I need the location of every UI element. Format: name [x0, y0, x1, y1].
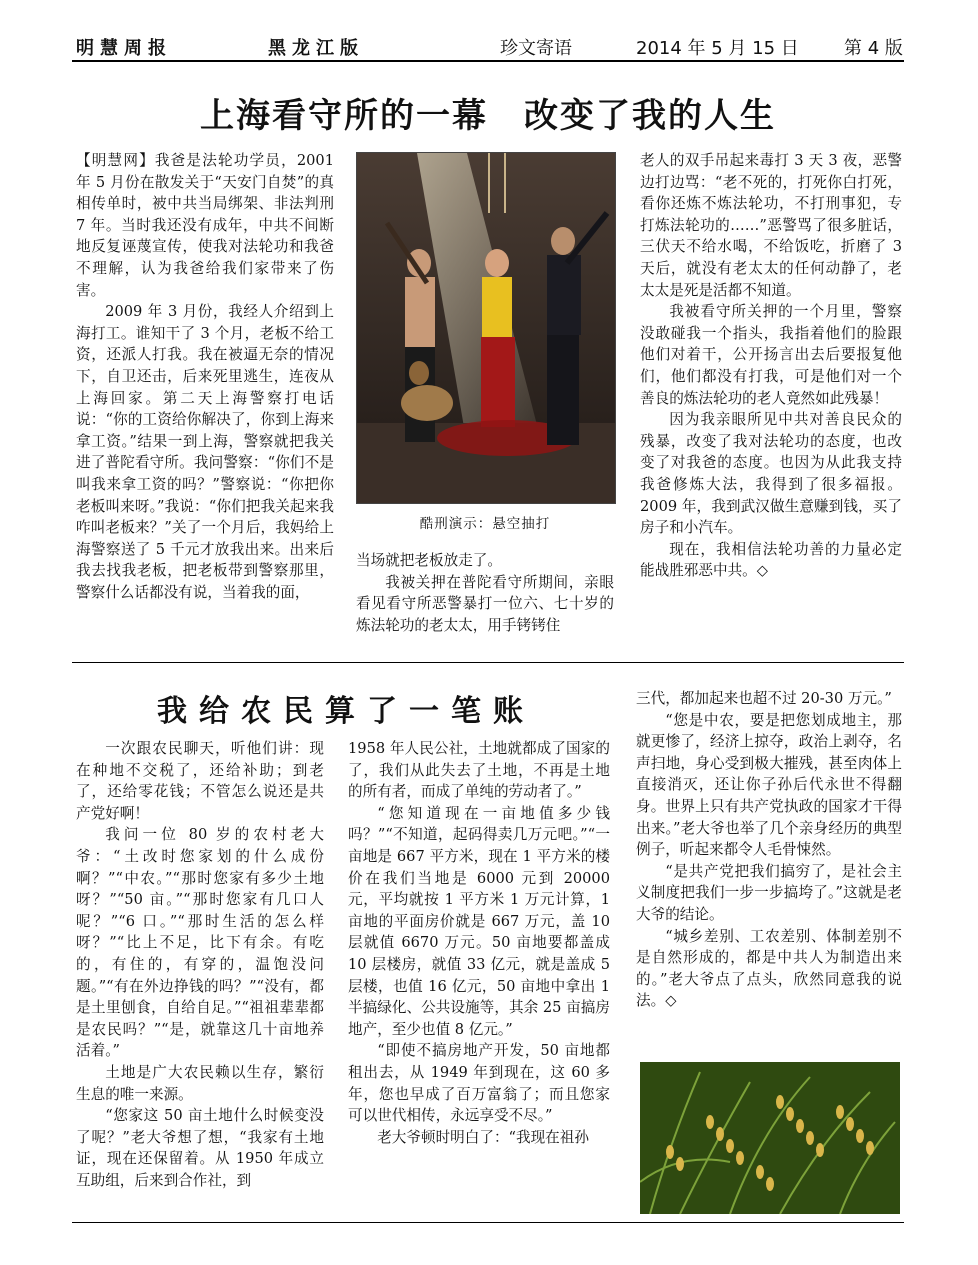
paragraph: 我被关押在普陀看守所期间，亲眼看见看守所恶警暴打一位六、七十岁的炼法轮功的老太太，用手铐铐住: [356, 573, 614, 634]
edition-name: 黑龙江版: [268, 38, 364, 59]
article1-column-3: [640, 150, 902, 582]
publication-name: 明慧周报: [76, 38, 172, 59]
paragraph: 老大爷顿时明白了：“我现在祖孙: [377, 1128, 589, 1146]
paragraph: 2009 年 3 月份，我经人介绍到上海打工。谁知干了 3 个月，老板不给工资，还派人打我。我在被逼无奈的情况下，自卫还击，后来死里逃生，连夜从上海回家。第二天上海警察打电话说：“你的工资给你解决了，你到上海来拿工资。”结果一到上海，警察就把我关进了普陀看守所。我问警察：“你们不是叫我来拿工资的吗？”警察说：“你把你老板叫来呀。”我说：“你们把我关起来我咋叫老板来？”关了一个月后，我妈给上海警察送了 5 千元才放我出来。出来后我去找我老板，把老板带到警察那里，警察什么话都没有说，当着我的面，: [76, 303, 334, 601]
paragraph: “您知道现在一亩地值多少钱吗？”“不知道，起码得卖几万元吧。”“一亩地是 667 平方米，现在 1 平方米的楼价在我们当地是 6000 元到 20000 元，平均就按 1 平方米 1 万元计算，1 亩地的平面房价就是 667 万元，盖 10 层就值 6670 万元。50 亩地要都盖成 10 层楼房，就值 33 亿元，就是盖成 5 层楼，也值 16 亿元，50 亩地中拿出 1 半搞绿化、公共设施等，其余 25 亩搞房地产，至少也值 8 亿元。”: [348, 804, 610, 1038]
issue-date: 2014 年 5 月 15 日: [636, 38, 799, 59]
image-caption: 酷刑演示：悬空抽打: [419, 516, 551, 532]
paragraph: 因为我亲眼所见中共对善良民众的残暴，改变了我对法轮功的态度，也改变了对我爸的态度。也因为从此我支持我爸修炼大法，我得到了很多福报。2009 年，我到武汉做生意赚到钱，买了房子和小汽车。: [640, 411, 902, 537]
rice-plants-drawing: [640, 1062, 900, 1214]
paragraph: “即使不搞房地产开发，50 亩地都租出去，从 1949 年到现在，这 60 多年，您也早成了百万富翁了；而且您家可以世代相传，永远享受不尽。”: [348, 1042, 610, 1125]
paragraph: 一次跟农民聊天，听他们讲：现在种地不交税了，还给补助；到老了，还给零花钱；不管怎么说还是共产党好啊！: [76, 740, 324, 822]
article1-column-2: [356, 550, 614, 636]
paragraph: 老人的双手吊起来毒打 3 天 3 夜，恶警边打边骂：“老不死的，打死你白打死，看你还炼不炼法轮功，不打刑事犯，专打炼法轮功的……”恶警骂了很多脏话，三伏天不给水喝，不给饭吃，折磨了 3 天后，就没有老太太的任何动静了，老太太是死是活都不知道。: [640, 152, 902, 299]
paragraph: “是共产党把我们搞穷了，是社会主义制度把我们一步一步搞垮了。”这就是老大爷的结论。: [636, 862, 902, 923]
article2-column-2: [348, 738, 610, 1148]
paragraph: 1958 年人民公社，土地就都成了国家的了，我们从此失去了土地，不再是土地的所有者，而成了单纯的劳动者了。”: [348, 740, 610, 801]
paragraph: 我问一位 80 岁的农村老大爷：“土改时您家划的什么成份啊？”“中农。”“那时您家有多少土地呀？”“50 亩。”“那时您家有几口人呢？”“6 口。”“那时生活的怎么样呀？”“比上不足，比下有余。有吃的，有住的，有穿的，温饱没问题。”“有在外边挣钱的吗？”“没有，都是土里刨食，自给自足。”“祖祖辈辈都是农民吗？”“是，就靠这几十亩地养活着。”: [76, 826, 324, 1060]
article2-column-3: [636, 688, 902, 1012]
section-divider: [72, 662, 904, 663]
paragraph: 土地是广大农民赖以生存，繁衍生息的唯一来源。: [76, 1063, 324, 1103]
rice-field-image: [640, 1062, 900, 1214]
header-rule: [72, 60, 904, 62]
article1-column-1: [76, 150, 334, 603]
section-name: 珍文寄语: [500, 38, 572, 59]
paragraph: “您家这 50 亩土地什么时候变没了呢？”老大爷想了想，“我家有土地证，现在还保留着。从 1950 年成立互助组，后来到合作社，到: [76, 1107, 324, 1189]
torture-scene-drawing: [357, 153, 615, 503]
paragraph: “您是中农，要是把您划成地主，那就更惨了，经济上掠夺，政治上剥夺，名声扫地，身心受到极大摧残，甚至肉体上直接消灭，还让你子孙后代永世不得翻身。世界上只有共产党执政的国家才干得出来。”老大爷也举了几个亲身经历的典型例子，听起来都令人毛骨悚然。: [636, 711, 902, 859]
article2-title: 我给农民算了一笔账: [157, 694, 535, 729]
article1-title: 上海看守所的一幕 改变了我的人生: [200, 96, 776, 136]
paragraph: 当场就把老板放走了。: [356, 552, 502, 569]
paragraph: 现在，我相信法轮功善的力量必定能战胜邪恶中共。◇: [640, 540, 902, 580]
footer-rule: [72, 1222, 904, 1223]
article2-column-1: [76, 738, 324, 1191]
paragraph: “城乡差别、工农差别、体制差别不是自然形成的，都是中共人为制造出来的。”老大爷点了点头，欣然同意我的说法。◇: [636, 927, 902, 1010]
paragraph: 三代，都加起来也超不过 20-30 万元。”: [636, 690, 892, 707]
torture-illustration-image: [356, 152, 616, 504]
paragraph: 【明慧网】我爸是法轮功学员，2001 年 5 月份在散发关于“天安门自焚”的真相传单时，被中共当局绑架、非法判刑 7 年。当时我还没有成年，中共不间断地反复诬蔑宣传，使我对法轮功和我爸不理解，认为我爸给我们家带来了伤害。: [76, 152, 334, 299]
paragraph: 我被看守所关押的一个月里，警察没敢碰我一个指头，我指着他们的脸跟他们对着干，公开扬言出去后要报复他们，他们都没有打我，可是他们对一个善良的炼法轮功的老人竟然如此残暴！: [640, 303, 902, 407]
page-number: 第 4 版: [844, 38, 903, 59]
